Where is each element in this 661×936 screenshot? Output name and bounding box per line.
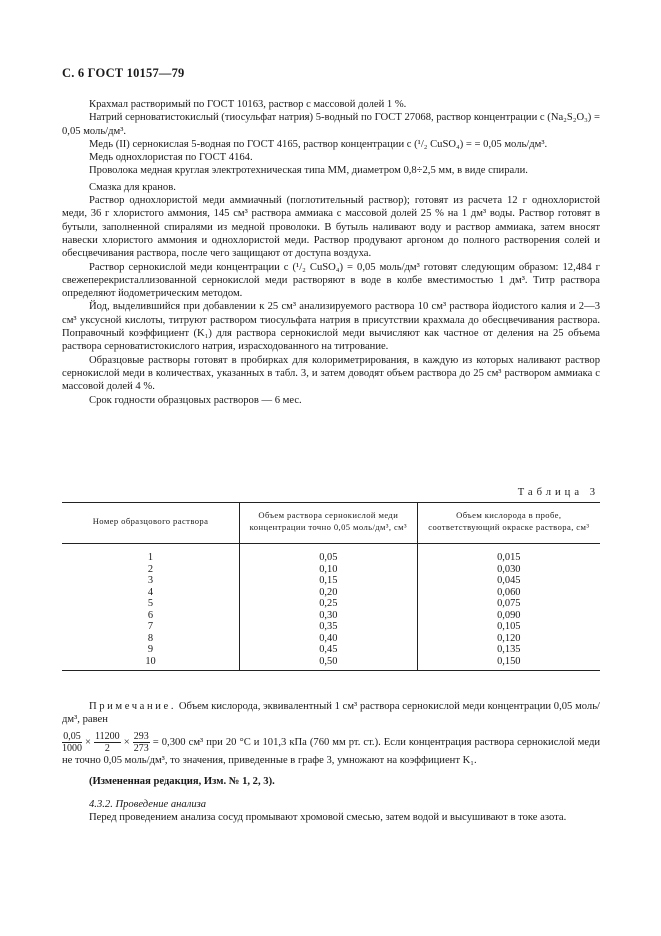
note-text: = 0,300 см³ при 20 °C и 101,3 кПа (760 мм рт. ст.). Если концентрация раствора сернокислой меди не точно 0,05 моль/дм³, то значения, приведенные в графе 3, умножают на коэффициент K₁.	[62, 736, 601, 766]
table-row	[62, 610, 600, 622]
table-cell: 1	[147, 552, 154, 563]
table-cell: 5	[147, 598, 154, 609]
column-header: Объем раствора сернокислой меди концентрации точно 0,05 моль/дм³, см³	[240, 503, 418, 544]
table-row	[62, 564, 600, 576]
table-row	[62, 644, 600, 656]
paragraph: Образцовые растворы готовят в пробирках для колориметрирования, в каждую из которых наливают раствор сернокислой меди в количествах, указанных в табл. 3, и затем доводят объем раствора до 25 см³ раствором аммиака с массовой долей 4 %.	[62, 354, 600, 393]
fraction-numerator: 293	[133, 730, 149, 742]
table-cell: 0,50	[240, 656, 418, 671]
fraction	[94, 731, 121, 754]
table-cell: 0,30	[240, 610, 418, 622]
table-row	[62, 587, 600, 599]
table-note	[62, 700, 600, 788]
table-cell: 0,120	[417, 633, 600, 645]
table-cell: 0,05	[240, 544, 418, 564]
fraction-numerator: 0,05	[63, 730, 81, 742]
table-row	[62, 621, 600, 633]
table-row	[62, 544, 600, 564]
table-cell: 3	[147, 575, 154, 586]
paragraph: Раствор однохлористой меди аммиачный (поглотительный раствор); готовят из расчета 12 г однохлористой меди, 36 г хлористого аммония, 145 см³ раствора аммиака с массовой долей 25 % на 1 дм³ воды. Раствор готовят в бутыли, заполненной спиралями из медной проволоки. В бутыль наливают воду и раствор аммиака, затем вносят навески хлористого аммония и однохлористой меди. Раствор продувают аргоном до полного растворения солей и обесцвечивания раствора, после чего защищают от доступа воздуха.	[62, 195, 600, 260]
table-cell: 0,045	[417, 575, 600, 587]
table-row	[62, 575, 600, 587]
table-cell: 9	[147, 644, 154, 655]
table-row	[62, 598, 600, 610]
table-cell: 0,075	[417, 598, 600, 610]
table-cell: 0,060	[417, 587, 600, 599]
table-cell: 0,15	[240, 575, 418, 587]
column-header: Объем кислорода в пробе, соответствующий окраске раствора, см³	[417, 503, 600, 544]
paragraph: Медь (II) сернокислая 5-водная по ГОСТ 4165, раствор концентрации c (¹/₂ CuSO₄) = = 0,05 моль/дм³.	[89, 138, 548, 150]
table-cell: 0,090	[417, 610, 600, 622]
table-cell: 0,35	[240, 621, 418, 633]
fraction-denominator: 1000	[62, 742, 82, 754]
note-label: Примечание.	[89, 701, 177, 712]
fraction	[133, 731, 150, 754]
note-text: Объем кислорода, эквивалентный 1 см³ раствора сернокислой меди концентрации 0,05 моль/дм³, равен	[62, 701, 600, 726]
paragraph: Срок годности образцовых растворов — 6 мес.	[89, 394, 302, 406]
table-cell: 0,45	[240, 644, 418, 656]
section-title: 4.3.2. Проведение анализа	[89, 799, 207, 810]
paragraph: Смазка для кранов.	[89, 181, 176, 193]
table-row	[62, 633, 600, 645]
table-cell: 0,40	[240, 633, 418, 645]
table-cell: 0,150	[417, 656, 600, 671]
paragraph: Медь однохлористая по ГОСТ 4164.	[89, 152, 253, 164]
column-header: Номер образцового раствора	[62, 503, 240, 544]
page-header: С. 6 ГОСТ 10157—79	[62, 66, 185, 80]
multiply-sign: ×	[85, 736, 92, 748]
table-cell: 0,135	[417, 644, 600, 656]
paragraph: Йод, выделившийся при добавлении к 25 см³ анализируемого раствора 10 см³ раствора йодистого калия и 2—3 см³ уксусной кислоты, титруют раствором тиосульфата натрия в присутствии крахмала до обесцвечивания раствора. Поправочный коэффициент (K₁) для раствора сернокислой меди вычисляют как частное от деления на 25 объема раствора серноватистокислого натрия, израсходованного на титрование.	[62, 301, 600, 353]
section-4-3-2	[62, 798, 600, 825]
table-cell: 0,10	[240, 564, 418, 576]
fraction-numerator: 11200	[95, 730, 120, 742]
table-cell: 0,105	[417, 621, 600, 633]
fraction-denominator: 2	[104, 742, 110, 754]
table-cell: 0,20	[240, 587, 418, 599]
table-cell: 0,030	[417, 564, 600, 576]
fraction	[62, 731, 82, 754]
body-text	[62, 98, 600, 407]
paragraph: Проволока медная круглая электротехническая типа ММ, диаметром 0,8÷2,5 мм, в виде спирали.	[89, 165, 528, 177]
table-cell: 0,25	[240, 598, 418, 610]
paragraph: Натрий серноватистокислый (тиосульфат натрия) 5-водный по ГОСТ 27068, раствор концентрации c (Na₂S₂O₃) = 0,05 моль/дм³.	[62, 112, 600, 137]
fraction-denominator: 273	[133, 742, 149, 754]
table-cell: 7	[147, 621, 154, 632]
table-cell: 8	[147, 632, 154, 644]
paragraph: Раствор сернокислой меди концентрации c (¹/₂ CuSO₄) = 0,05 моль/дм³ готовят следующим образом: 12,484 г свежеперекристаллизованной сернокислой меди растворяют в воде в колбе вместимостью 1 дм³. Титр раствора определяют йодометрическим методом.	[62, 261, 600, 300]
paragraph: Перед проведением анализа сосуд промывают хромовой смесью, затем водой и высушивают в токе азота.	[89, 812, 567, 824]
table-caption: Таблица 3	[517, 487, 599, 498]
multiply-sign: ×	[123, 736, 130, 748]
paragraph: Крахмал растворимый по ГОСТ 10163, раствор с массовой долей 1 %.	[89, 99, 407, 110]
revision-note: (Измененная редакция, Изм. № 1, 2, 3).	[89, 775, 275, 787]
table-cell: 0,015	[417, 544, 600, 564]
table-cell: 4	[147, 586, 154, 598]
table-3	[62, 502, 600, 671]
table-row	[62, 656, 600, 671]
table-cell: 2	[147, 563, 154, 575]
table-cell: 6	[147, 609, 154, 621]
table-cell: 10	[62, 656, 240, 671]
